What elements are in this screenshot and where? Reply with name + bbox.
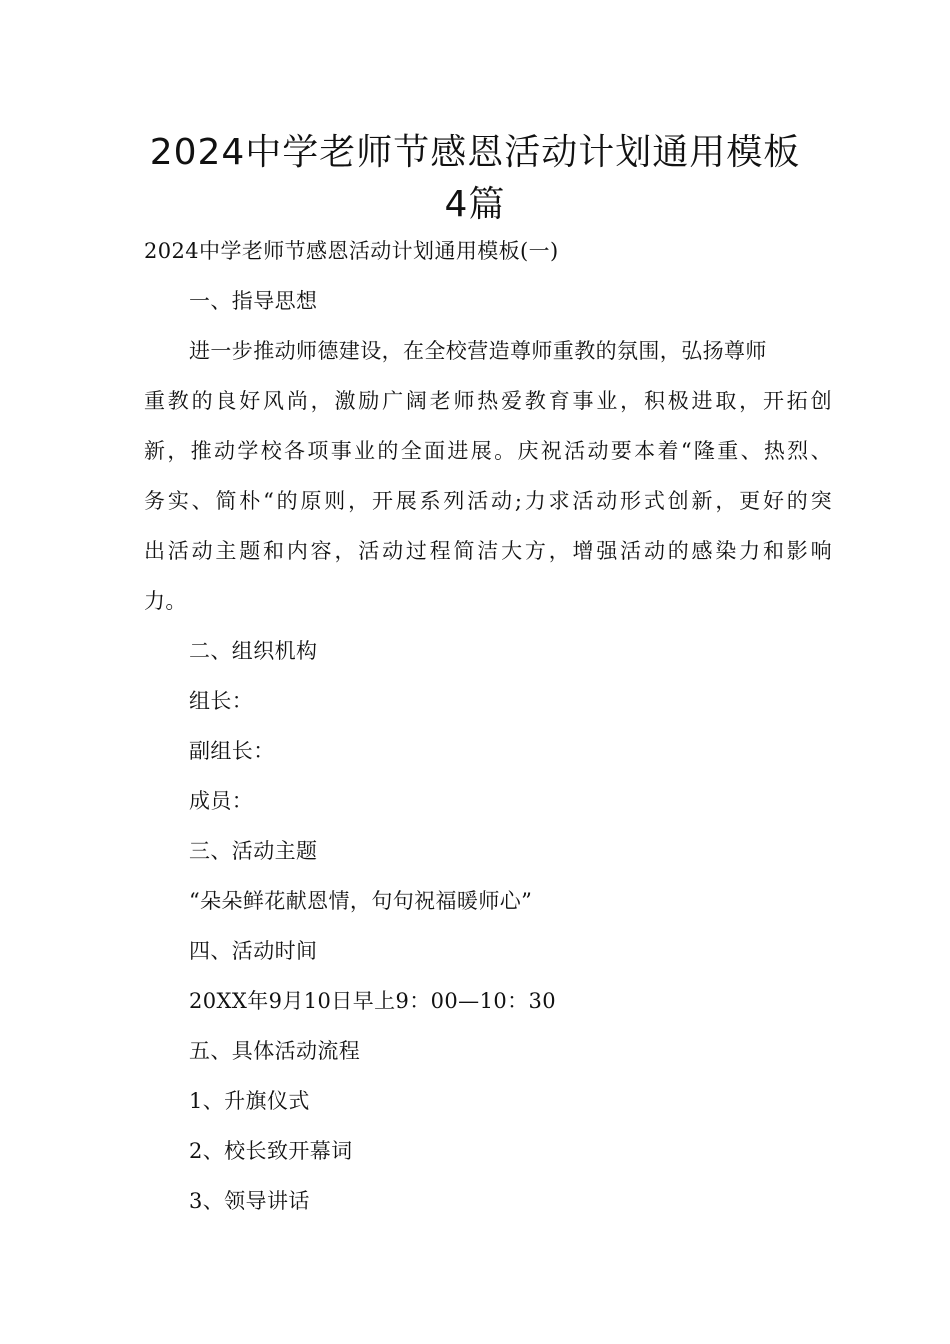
section1-para-line3: 新，推动学校各项事业的全面进展。庆祝活动要本着“隆重、热烈、 (144, 439, 832, 463)
activity-theme: “朵朵鲜花献恩情，句句祝福暖师心” (189, 889, 533, 913)
step-item: 3、领导讲话 (189, 1189, 310, 1213)
section1-heading: 一、指导思想 (189, 289, 318, 313)
document-title-line1: 2024中学老师节感恩活动计划通用模板 (149, 132, 801, 173)
section1-para-line2: 重教的良好风尚，激励广阔老师热爱教育事业，积极进取，开拓创 (144, 389, 832, 413)
members-label: 成员： (189, 789, 254, 813)
section1-para-line1: 进一步推动师德建设，在全校营造尊师重教的氛围，弘扬尊师 (189, 339, 767, 363)
step-item: 2、校长致开幕词 (189, 1139, 353, 1163)
section4-heading: 四、活动时间 (189, 939, 318, 963)
step-item: 1、升旗仪式 (189, 1089, 310, 1113)
deputy-leader-label: 副组长： (189, 739, 275, 763)
section1-para-line5: 出活动主题和内容，活动过程简洁大方，增强活动的感染力和影响 (144, 539, 832, 563)
section1-para-line4: 务实、简朴“的原则，开展系列活动;力求活动形式创新，更好的突 (144, 489, 832, 513)
activity-time: 20XX年9月10日早上9：00—10：30 (189, 989, 557, 1013)
section3-heading: 三、活动主题 (189, 839, 318, 863)
section1-para-line6: 力。 (144, 589, 187, 613)
section2-heading: 二、组织机构 (189, 639, 318, 663)
section5-heading: 五、具体活动流程 (189, 1039, 361, 1063)
leader-label: 组长： (189, 689, 254, 713)
document-title-line2: 4篇 (444, 184, 506, 225)
document-subtitle: 2024中学老师节感恩活动计划通用模板(一) (144, 239, 559, 263)
